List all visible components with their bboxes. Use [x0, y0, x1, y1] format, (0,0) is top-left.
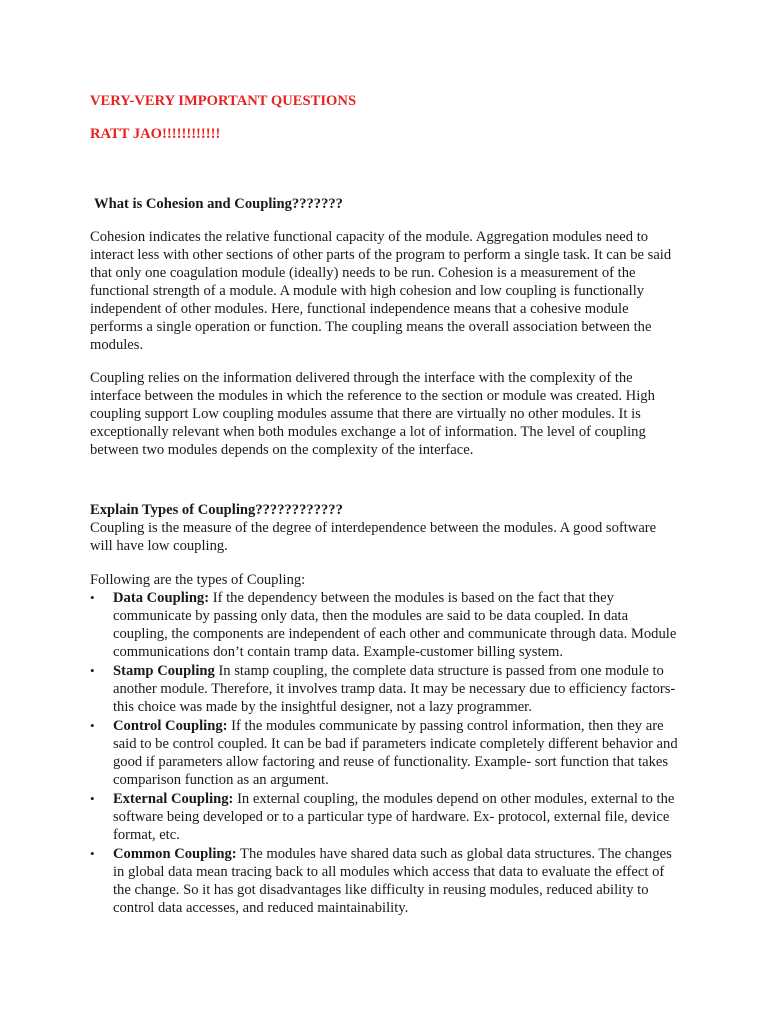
list-item-term: Data Coupling:: [113, 590, 210, 606]
paragraph-coupling: Coupling relies on the information delivered through the interface with the complexity of the interface between the modules in which the reference to the section or module was created. High coupling support Low coupling modules assume that there are virtually no other modules. It is exceptionally relevant when both modules exchange a lot of information. The level of coupling between two modules depends on the complexity of the interface.: [90, 370, 655, 458]
list-item-text: If the dependency between the modules is based on the fact that they communicate by passing only data, then the modules are said to be data coupled. In data coupling, the components are independent of each other and communicate through data. Module communications don’t contain tramp data. Example-customer billing system.: [113, 590, 677, 660]
paragraph-coupling-intro: Coupling is the measure of the degree of interdependence between the modules. A good software will have low coupling.: [90, 520, 657, 554]
list-item-text: In external coupling, the modules depend on other modules, external to the software being developed or to a particular type of hardware. Ex- protocol, external file, device format, etc.: [113, 791, 675, 843]
document-content: [90, 92, 680, 918]
title-line-1: VERY-VERY IMPORTANT QUESTIONS: [90, 93, 357, 109]
paragraph-cohesion: Cohesion indicates the relative functional capacity of the module. Aggregation modules need to interact less with other sections of other parts of the program to perform a single task. It can be said that only one coagulation module (ideally) needs to be run. Cohesion is a measurement of the functional strength of a module. A module with high cohesion and low coupling is functionally independent of other modules. Here, functional independence means that a cohesive module performs a single operation or function. The coupling means the overall association between the modules.: [90, 229, 672, 353]
question-types-of-coupling: Explain Types of Coupling????????????: [90, 502, 343, 518]
list-item-text: In stamp coupling, the complete data structure is passed from one module to another module. Therefore, it involves tramp data. It may be necessary due to efficiency factors- this choice was made by the insightful designer, not a lazy programmer.: [113, 663, 676, 715]
list-item-term: Stamp Coupling: [113, 663, 215, 679]
bullet-icon: •: [90, 718, 95, 733]
list-item: [90, 589, 680, 661]
list-item-text: If the modules communicate by passing control information, then they are said to be control coupled. It can be bad if parameters indicate completely different behavior and good if parameters allow factoring and reuse of functionality. Example- sort function that takes comparison function as an argument.: [113, 718, 678, 788]
list-intro: Following are the types of Coupling:: [90, 572, 306, 588]
list-item: [90, 790, 680, 844]
coupling-types-list: [90, 589, 680, 917]
bullet-icon: •: [90, 590, 95, 605]
list-item: [90, 717, 680, 789]
bullet-icon: •: [90, 791, 95, 806]
title-line-2: RATT JAO!!!!!!!!!!!!: [90, 126, 221, 142]
bullet-icon: •: [90, 663, 95, 678]
question-cohesion-coupling: What is Cohesion and Coupling???????: [94, 196, 343, 212]
bullet-icon: •: [90, 846, 95, 861]
list-item: [90, 845, 680, 917]
list-item-term: Control Coupling:: [113, 718, 228, 734]
list-item: [90, 662, 680, 716]
list-item-term: Common Coupling:: [113, 846, 237, 862]
list-item-term: External Coupling:: [113, 791, 234, 807]
list-item-text: The modules have shared data such as global data structures. The changes in global data mean tracing back to all modules which access that data to evaluate the effect of the change. So it has got disadvantages like difficulty in reusing modules, reduced ability to control data accesses, and reduced maintainability.: [113, 846, 672, 916]
